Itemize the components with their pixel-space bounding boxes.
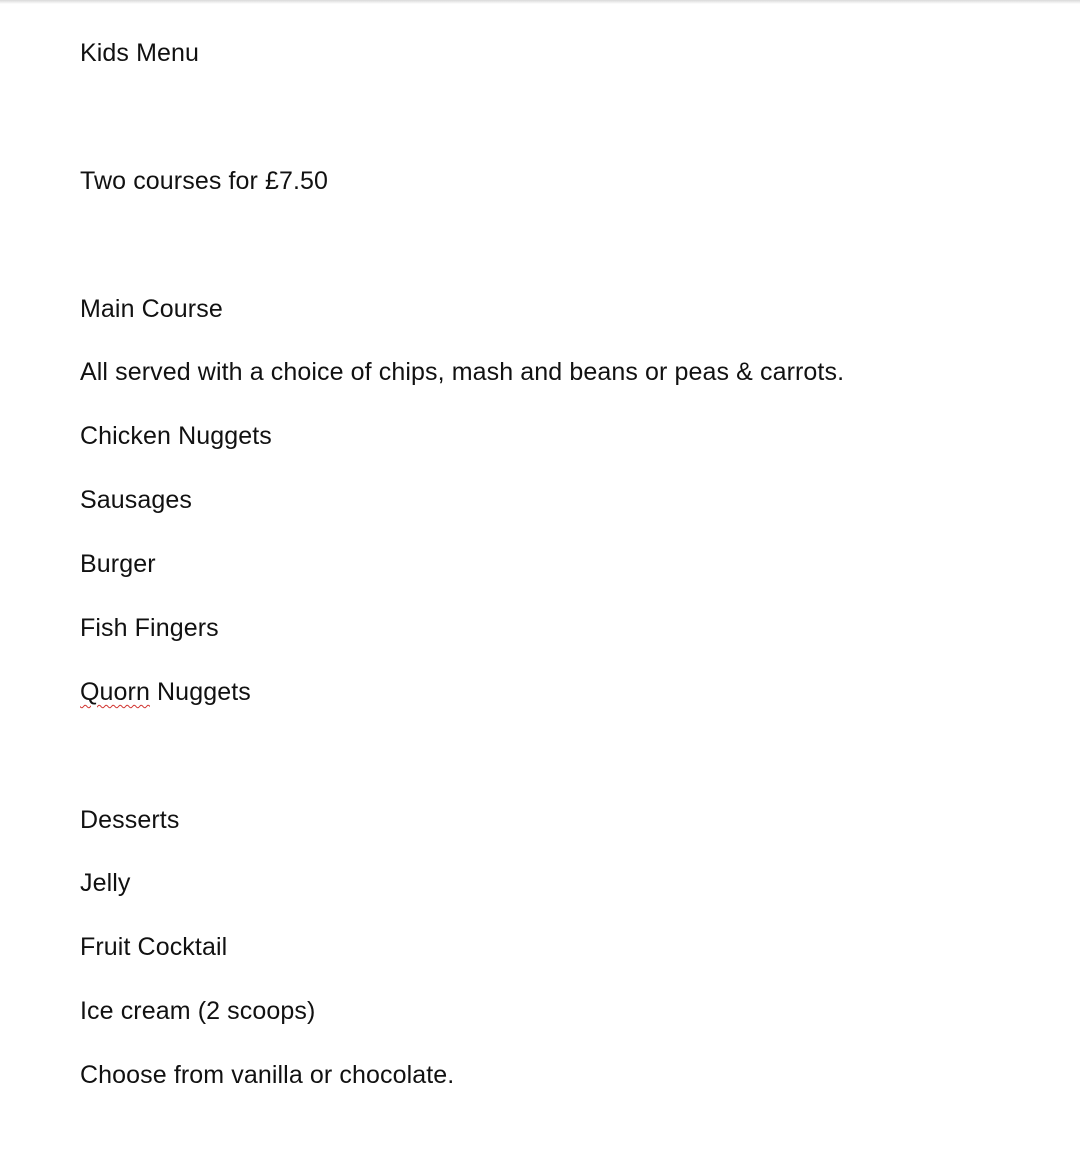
main-course-note: All served with a choice of chips, mash and beans or peas & carrots. <box>80 358 845 386</box>
dessert-item: Fruit Cocktail <box>80 933 228 961</box>
desserts-heading: Desserts <box>80 806 180 834</box>
main-course-item: Sausages <box>80 486 192 514</box>
main-course-item: Chicken Nuggets <box>80 422 272 450</box>
price-line: Two courses for £7.50 <box>80 167 329 195</box>
menu-title: Kids Menu <box>80 39 200 67</box>
main-course-heading: Main Course <box>80 295 223 323</box>
dessert-item: Jelly <box>80 869 131 897</box>
item-text-rest: Nuggets <box>149 678 251 706</box>
spelling-error-word[interactable]: Quorn <box>80 678 150 706</box>
main-course-item: Fish Fingers <box>80 614 219 642</box>
main-course-item-quorn <box>80 677 251 707</box>
desserts-note: Choose from vanilla or chocolate. <box>80 1061 455 1089</box>
main-course-item: Burger <box>80 550 156 578</box>
dessert-item: Ice cream (2 scoops) <box>80 997 316 1025</box>
top-edge-shadow <box>0 0 1080 4</box>
